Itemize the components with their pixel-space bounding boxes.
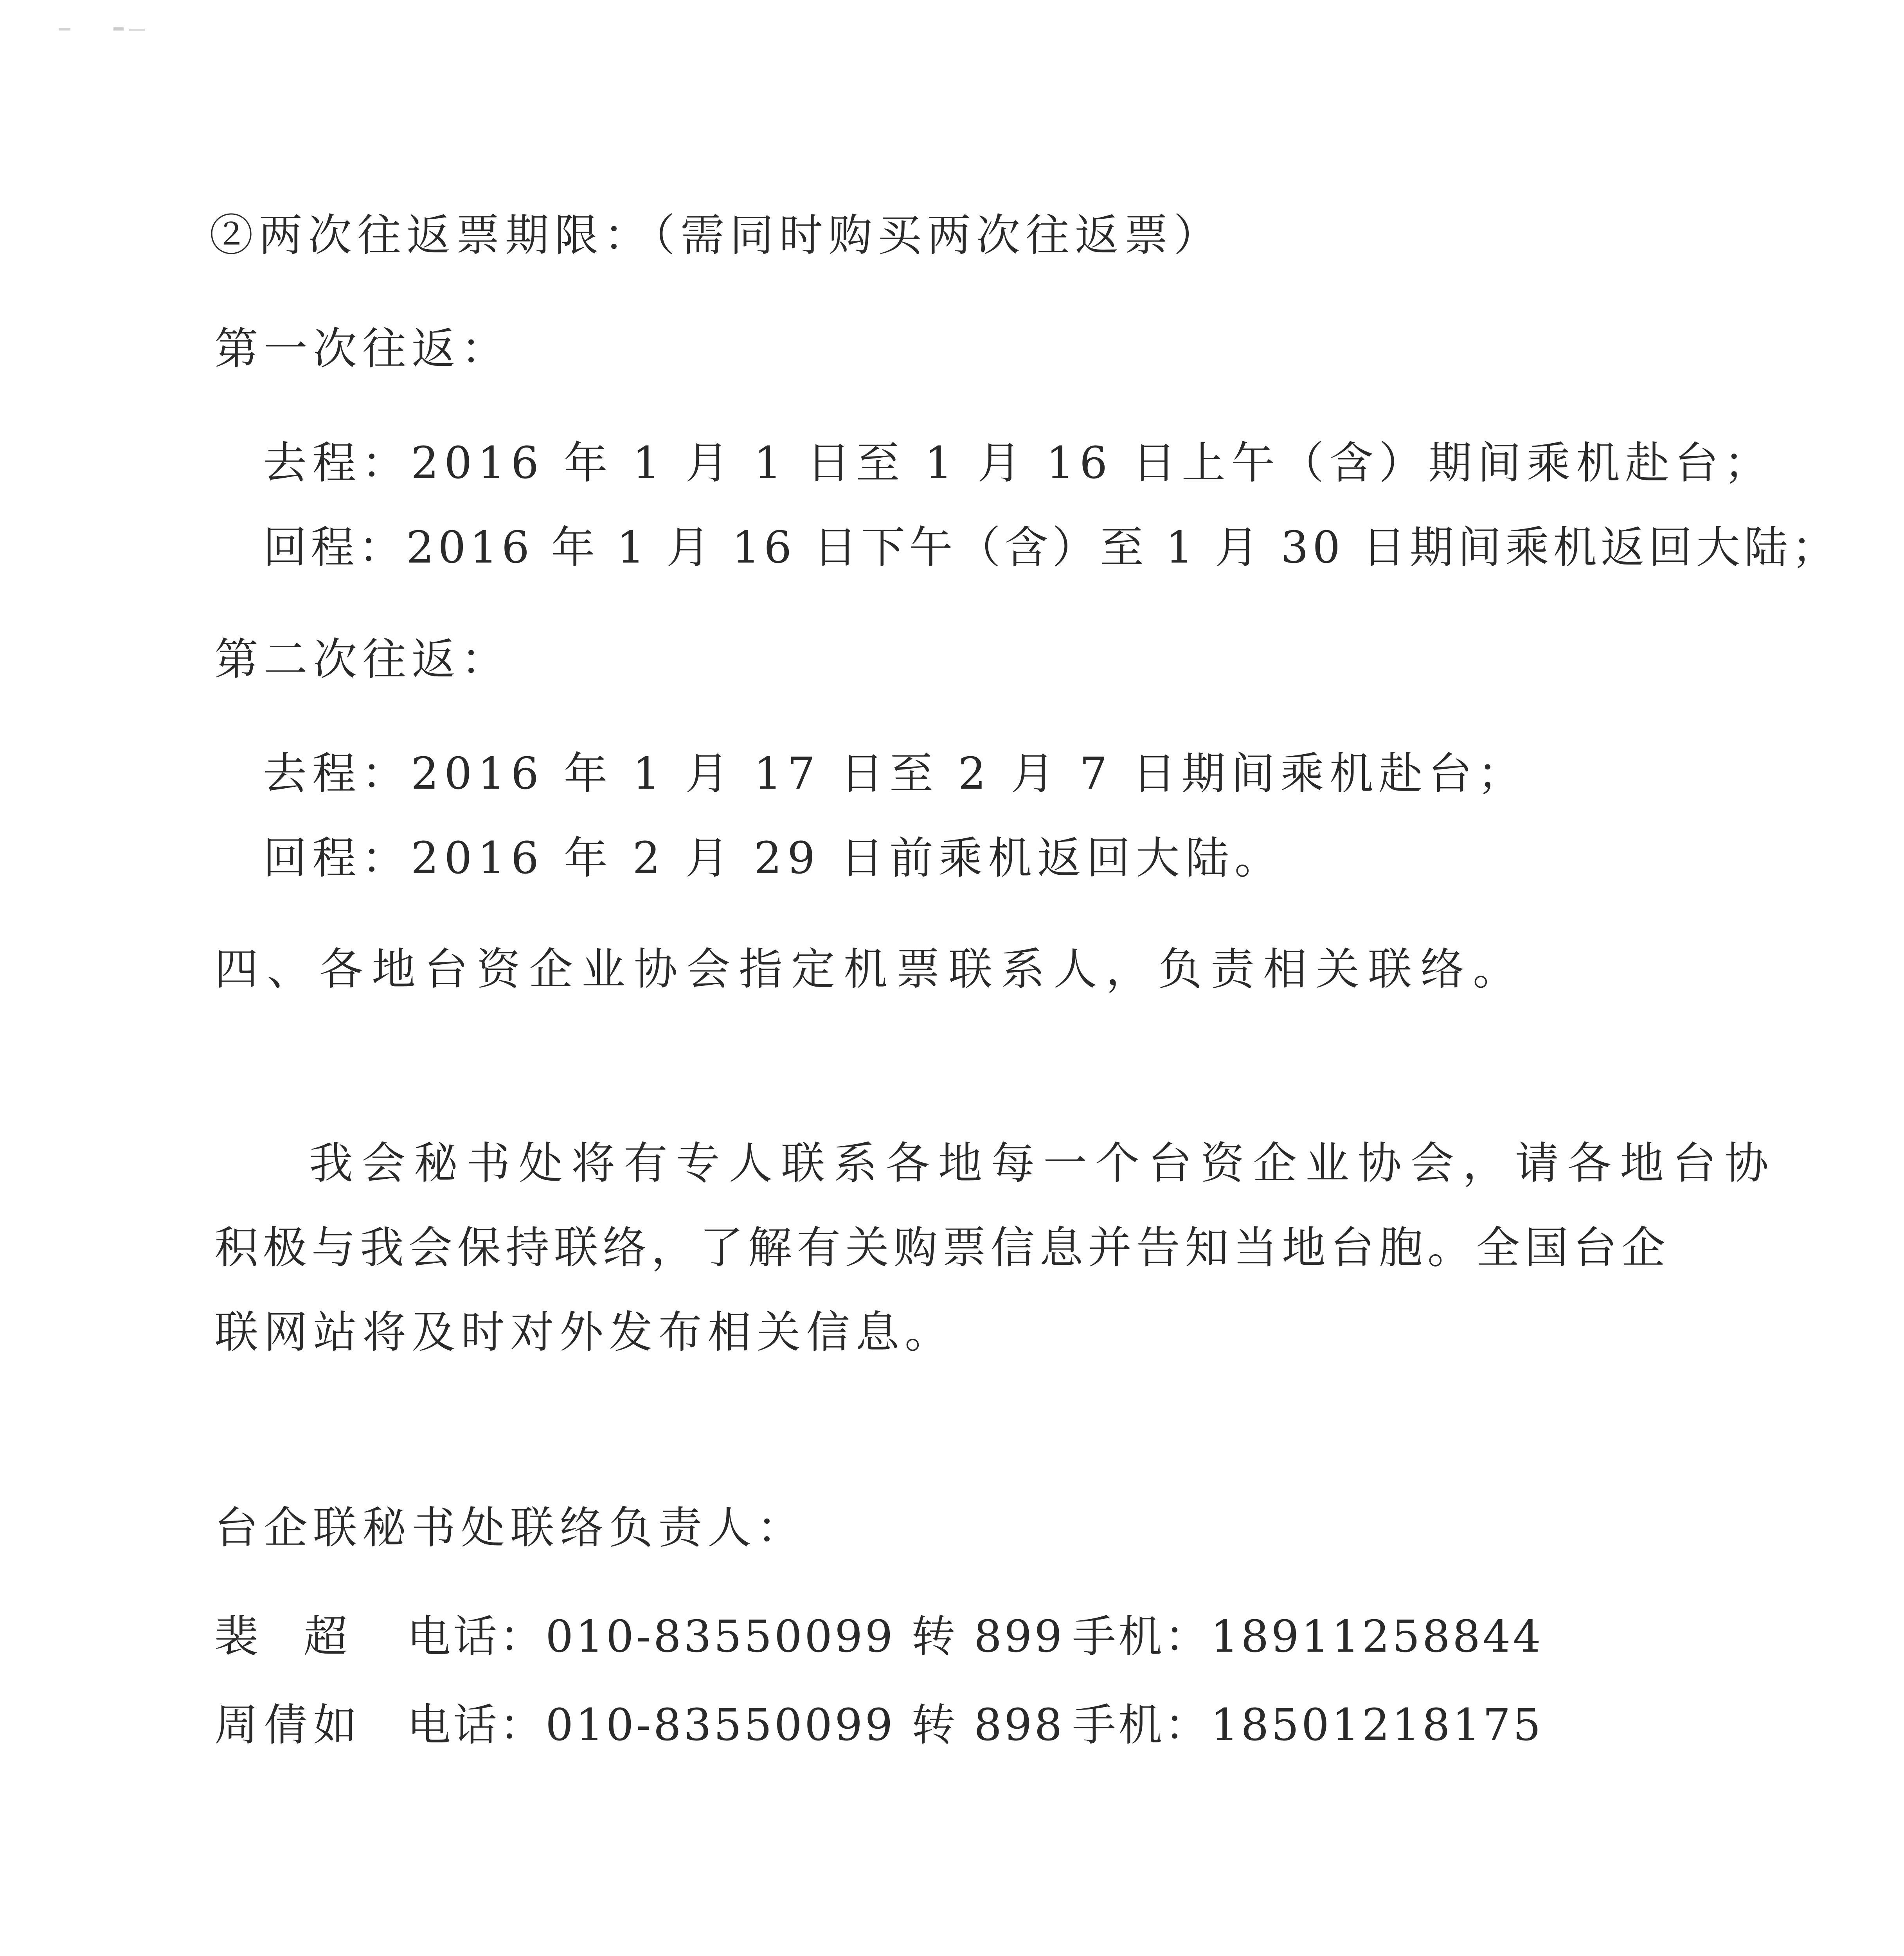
body-line-3: 联网站将及时对外发布相关信息。 bbox=[214, 1307, 954, 1358]
contact-phone-2: 电话：010-83550099 转 898 bbox=[407, 1700, 1065, 1751]
second-trip-return: 回程：2016 年 2 月 29 日前乘机返回大陆。 bbox=[263, 833, 1284, 884]
contact-phone-1: 电话：010-83550099 转 899 bbox=[407, 1611, 1065, 1662]
contact-name-2: 周倩如 bbox=[214, 1700, 362, 1751]
body-line-2: 积极与我会保持联络，了解有关购票信息并告知当地台胞。全国台企 bbox=[214, 1222, 1670, 1273]
second-trip-outbound: 去程：2016 年 1 月 17 日至 2 月 7 日期间乘机赴台； bbox=[263, 748, 1527, 799]
contact-mobile-2: 手机：18501218175 bbox=[1072, 1700, 1543, 1751]
second-trip-heading: 第二次往返： bbox=[214, 634, 510, 685]
contacts-heading: 台企联秘书处联络负责人： bbox=[214, 1503, 806, 1553]
first-trip-outbound: 去程：2016 年 1 月 1 日至 1 月 16 日上午（含）期间乘机赴台； bbox=[263, 438, 1773, 489]
contact-mobile-1: 手机：18911258844 bbox=[1072, 1611, 1543, 1662]
round-trip-heading: ②两次往返票期限：（需同时购买两次往返票） bbox=[209, 210, 1223, 261]
first-trip-heading: 第一次往返： bbox=[214, 324, 510, 374]
first-trip-return: 回程：2016 年 1 月 16 日下午（含）至 1 月 30 日期间乘机返回大陆； bbox=[263, 522, 1839, 573]
item-four: 四、各地台资企业协会指定机票联系人，负责相关联络。 bbox=[214, 944, 1525, 995]
body-line-1: 我会秘书处将有专人联系各地每一个台资企业协会，请各地台协 bbox=[309, 1138, 1777, 1189]
contact-name-1: 裴 超 bbox=[214, 1611, 363, 1662]
scan-mark-icon bbox=[59, 23, 149, 35]
